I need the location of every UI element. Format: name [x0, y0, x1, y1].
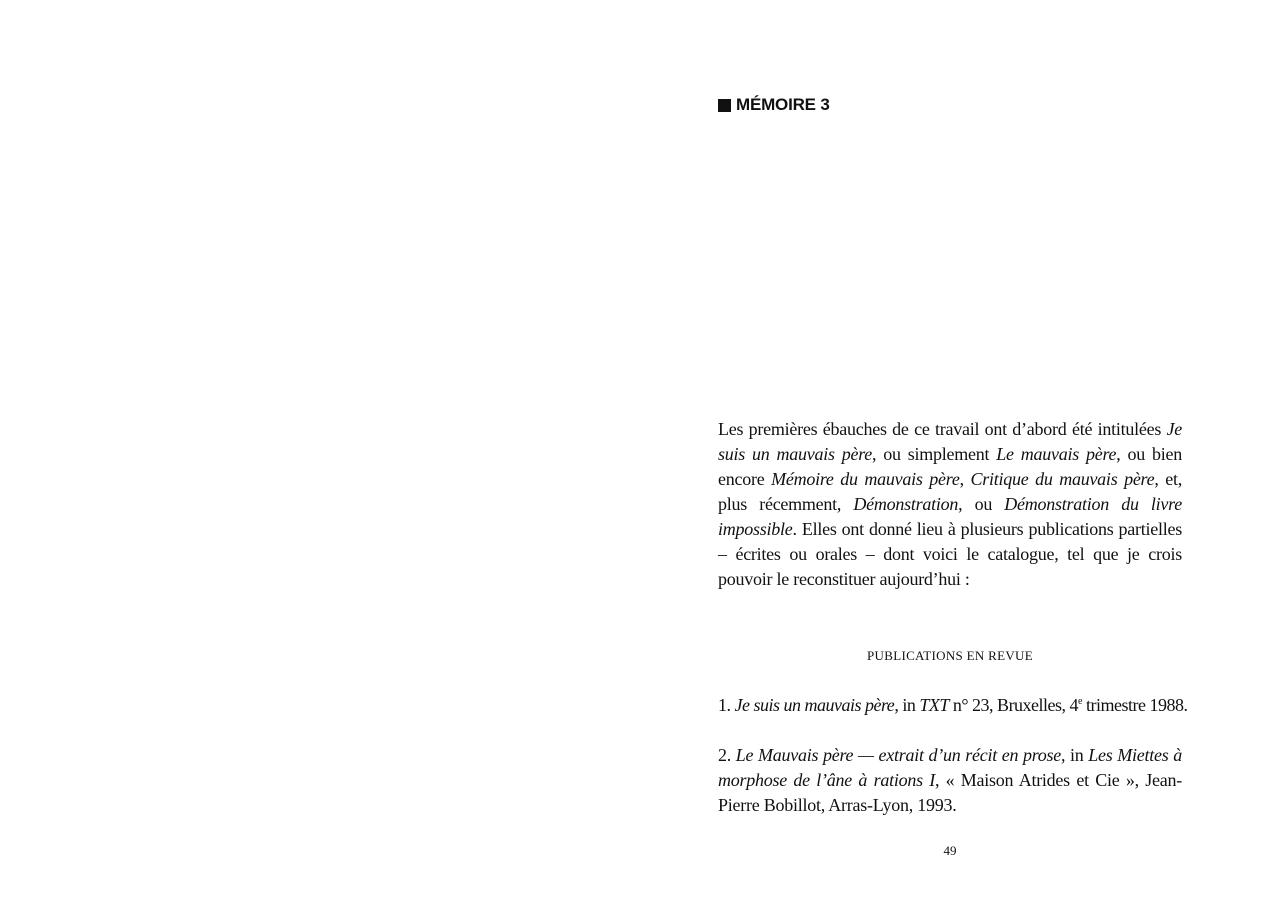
intro-title: Le mauvais père — [996, 444, 1117, 464]
right-page — [718, 0, 1188, 912]
intro-text: , et, plus récemment, — [718, 469, 1183, 514]
section-title: PUBLICATIONS EN REVUE — [867, 648, 1033, 663]
intro-title: Démonstration — [853, 494, 959, 514]
square-bullet-icon — [718, 99, 731, 112]
entry-title: Je suis un mauvais père — [734, 695, 895, 715]
entry-number: 2. — [718, 745, 736, 765]
intro-title: Critique du mauvais père — [970, 469, 1155, 489]
bibliography-entry — [718, 743, 1182, 818]
intro-title: Je suis un mauvais père — [718, 419, 1182, 464]
entry-title: Le Mauvais père — extrait d’un récit en prose — [735, 745, 1062, 765]
page-number: 49 — [943, 843, 957, 858]
entry-text: n° 23, Bruxelles, 4 — [948, 695, 1079, 715]
intro-text: , ou simplement — [872, 444, 997, 464]
intro-paragraph — [718, 417, 1182, 592]
intro-text: , ou bien encore — [718, 444, 1182, 489]
intro-text: . Elles ont donné lieu à plusieurs publications partielles – écrites ou orales – dont voici le catalogue, tel que je crois pouvoir le reconstituer aujourd’hui : — [718, 519, 1182, 589]
bibliography-entry — [718, 693, 1188, 718]
intro-title: Mémoire du mauvais père — [771, 469, 960, 489]
ordinal-superscript: e — [1078, 696, 1082, 707]
chapter-title: MÉMOIRE 3 — [736, 95, 830, 114]
entry-number: 1. — [718, 695, 735, 715]
entry-journal: TXT — [919, 695, 949, 715]
intro-text: , ou — [958, 494, 1005, 514]
entry-text: , in — [894, 695, 920, 715]
entry-text: , in — [1061, 745, 1089, 765]
intro-text: , — [959, 469, 971, 489]
intro-text: Les premières ébauches de ce travail ont d’abord été intitulées — [718, 419, 1167, 439]
entry-text: trimestre 1988. — [1082, 695, 1188, 715]
intro-title: Démonstration du livre impossible — [718, 494, 1182, 539]
chapter-heading — [718, 95, 830, 115]
entry-text: , « Maison Atrides et Cie », Jean-Pierre Bobillot, Arras-Lyon, 1993. — [718, 770, 1182, 815]
entry-journal: Les Miettes à morphose de l’âne à rations I — [718, 745, 1182, 790]
